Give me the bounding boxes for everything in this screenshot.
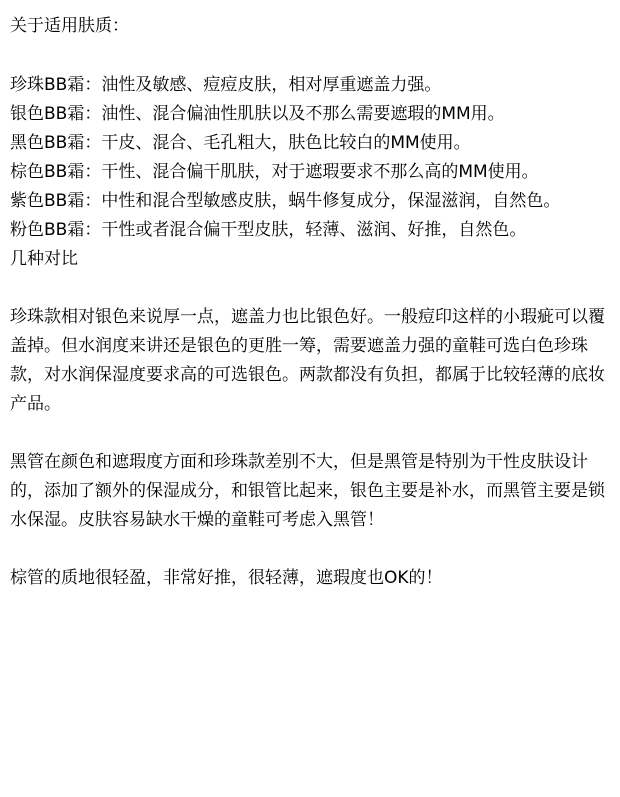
type-black: 黑色BB霜：干皮、混合、毛孔粗大，肤色比较白的MM使用。	[10, 133, 471, 153]
document-body	[10, 12, 610, 593]
type-pink: 粉色BB霜：干性或者混合偏干型皮肤，轻薄、滋润、好推，自然色。	[10, 220, 527, 240]
type-silver: 银色BB霜：油性、混合偏油性肌肤以及不那么需要遮瑕的MM用。	[10, 104, 505, 124]
type-pearl: 珍珠BB霜：油性及敏感、痘痘皮肤，相对厚重遮盖力强。	[10, 75, 442, 95]
type-purple: 紫色BB霜：中性和混合型敏感皮肤，蜗牛修复成分，保湿滋润，自然色。	[10, 191, 561, 211]
comparison-paragraph-pearl-silver: 珍珠款相对银色来说厚一点，遮盖力也比银色好。一般痘印这样的小瑕疵可以覆盖掉。但水润度来讲还是银色的更胜一筹，需要遮盖力强的童鞋可选白色珍珠款，对水润保湿度要求高的可选银色。两款都没有负担，都属于比较轻薄的底妆产品。	[10, 307, 605, 414]
document-heading: 关于适用肤质：	[10, 16, 129, 36]
comparison-paragraph-black: 黑管在颜色和遮瑕度方面和珍珠款差别不大，但是黑管是特别为干性皮肤设计的，添加了额外的保湿成分，和银管比起来，银色主要是补水，而黑管主要是锁水保湿。皮肤容易缺水干燥的童鞋可考虑入黑管！	[10, 452, 605, 530]
type-brown: 棕色BB霜：干性、混合偏干肌肤，对于遮瑕要求不那么高的MM使用。	[10, 162, 539, 182]
comparison-paragraph-brown: 棕管的质地很轻盈，非常好推，很轻薄，遮瑕度也OK的！	[10, 568, 443, 588]
comparison-title: 几种对比	[10, 249, 78, 269]
